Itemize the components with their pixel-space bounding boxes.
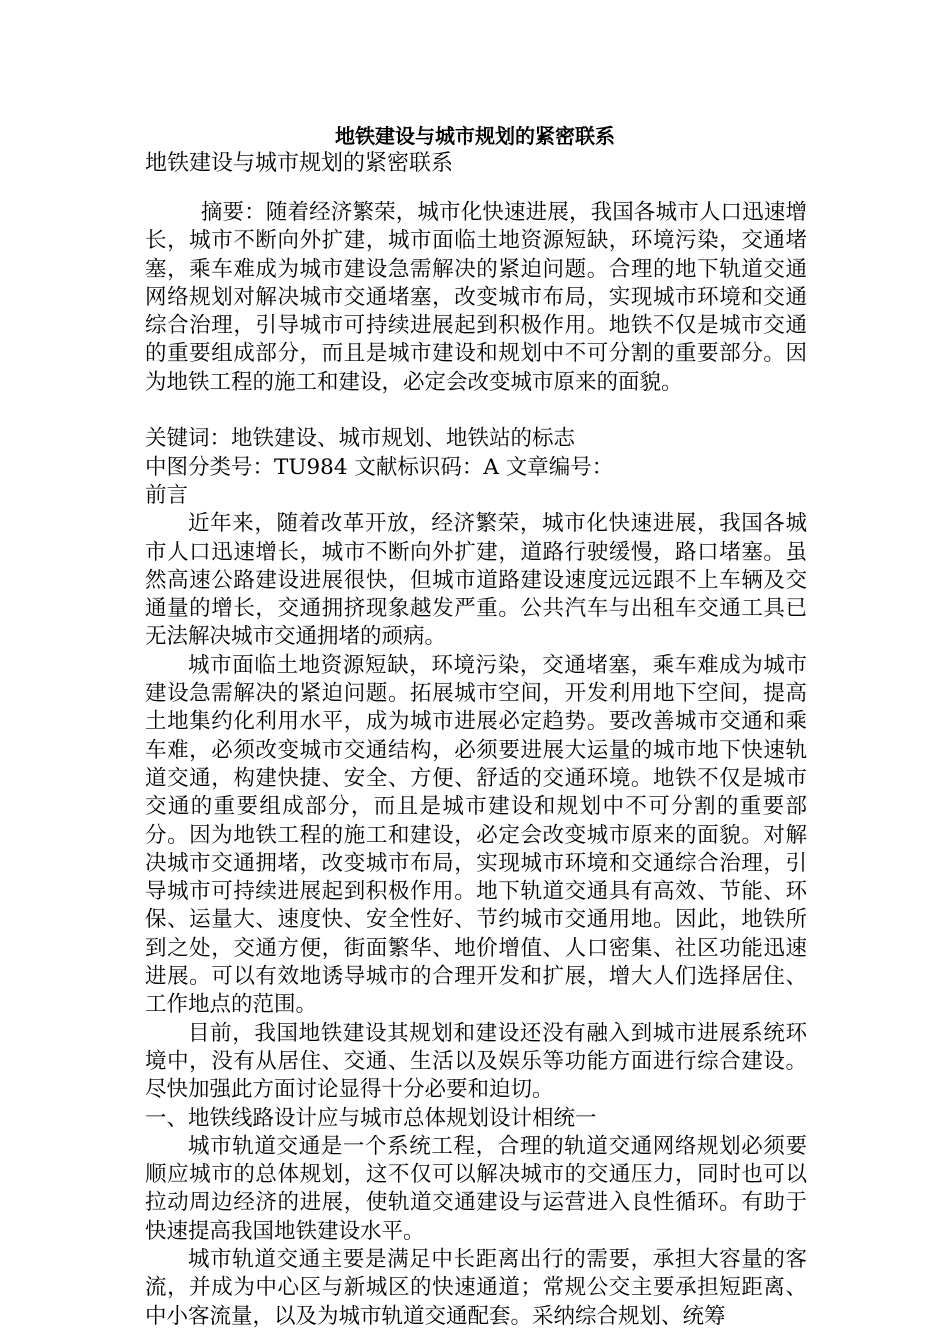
abstract-paragraph: 摘要：随着经济繁荣，城市化快速进展，我国各城市人口迅速增长，城市不断向外扩建，城市面临土地资源短缺，环境污染，交通堵塞，乘车难成为城市建设急需解决的紧迫问题。合理的地下轨道交通网络规划对解决城市交通堵塞，改变城市布局，实现城市环境和交通综合治理，引导城市可持续进展起到积极作用。地铁不仅是城市交通的重要组成部分，而且是城市建设和规划中不可分割的重要部分。因为地铁工程的施工和建设，必定会改变城市原来的面貌。 bbox=[145, 200, 807, 395]
body-paragraph: 近年来，随着改革开放，经济繁荣，城市化快速进展，我国各城市人口迅速增长，城市不断向外扩建，道路行驶缓慢，路口堵塞。虽然高速公路建设进展很快，但城市道路建设速度远远跟不上车辆及交通量的增长，交通拥挤现象越发严重。公共汽车与出租车交通工具已无法解决城市交通拥堵的顽病。 bbox=[145, 511, 807, 650]
body-paragraph: 城市轨道交通是一个系统工程，合理的轨道交通网络规划必须要顺应城市的总体规划，这不仅可以解决城市的交通压力，同时也可以拉动周边经济的进展，使轨道交通建设与运营进入良性循环。有助于快速提高我国地铁建设水平。 bbox=[145, 1133, 807, 1244]
body-paragraph: 城市面临土地资源短缺，环境污染，交通堵塞，乘车难成为城市建设急需解决的紧迫问题。拓展城市空间，开发利用地下空间，提高土地集约化利用水平，成为城市进展必定趋势。要改善城市交通和乘车难，必须改变城市交通结构，必须要进展大运量的城市地下快速轨道交通，构建快捷、安全、方便、舒适的交通环境。地铁不仅是城市交通的重要组成部分，而且是城市建设和规划中不可分割的重要部分。因为地铁工程的施工和建设，必定会改变城市原来的面貌。对解决城市交通拥堵，改变城市布局，实现城市环境和交通综合治理，引导城市可持续进展起到积极作用。地下轨道交通具有高效、节能、环保、运量大、速度快、安全性好、节约城市交通用地。因此，地铁所到之处，交通方便，街面繁华、地价增值、人口密集、社区功能迅速进展。可以有效地诱导城市的合理开发和扩展，增大人们选择居住、工作地点的范围。 bbox=[145, 652, 807, 1018]
document-title: 地铁建设与城市规划的紧密联系 bbox=[335, 124, 615, 148]
section-heading: 一、地铁线路设计应与城市总体规划设计相统一 bbox=[145, 1105, 597, 1131]
keywords-line: 关键词：地铁建设、城市规划、地铁站的标志 bbox=[145, 426, 576, 452]
body-paragraph: 城市轨道交通主要是满足中长距离出行的需要，承担大容量的客流，并成为中心区与新城区的快速通道；常规公交主要承担短距离、中小客流量，以及为城市轨道交通配套。采纳综合规划、统筹 bbox=[145, 1246, 807, 1329]
body-paragraph: 目前，我国地铁建设其规划和建设还没有融入到城市进展系统环境中，没有从居住、交通、生活以及娱乐等功能方面进行综合建设。尽快加强此方面讨论显得十分必要和迫切。 bbox=[145, 1020, 807, 1103]
paragraph-spacer bbox=[145, 397, 807, 425]
classification-line: 中图分类号：TU984 文献标识码：A 文章编号： bbox=[145, 454, 614, 480]
document-body bbox=[145, 199, 807, 1331]
document-subtitle: 地铁建设与城市规划的紧密联系 bbox=[145, 151, 454, 176]
preface-heading: 前言 bbox=[145, 482, 189, 508]
